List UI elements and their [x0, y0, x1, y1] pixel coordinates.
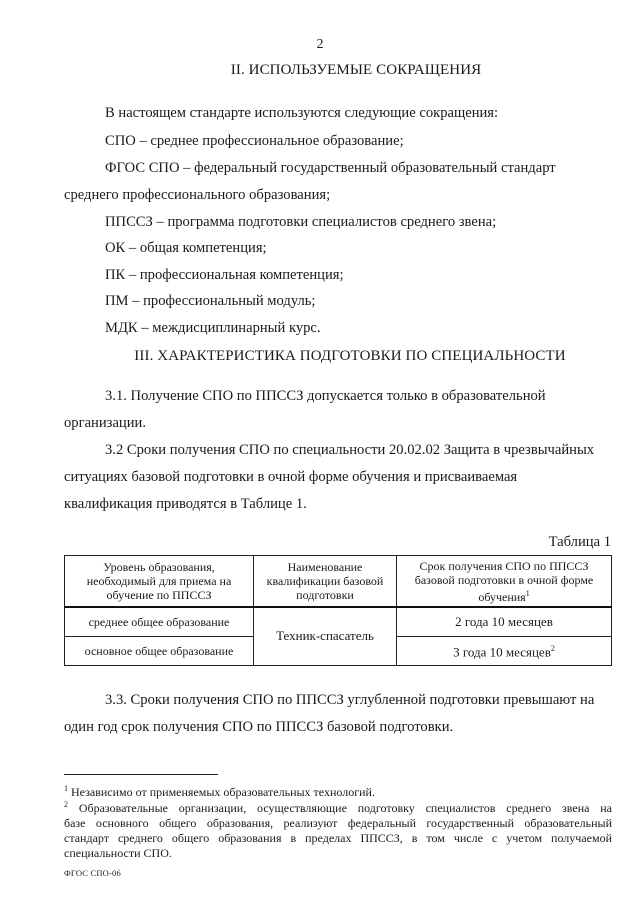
footnote-1-mark: 1 — [64, 784, 68, 793]
para-3-1-line1: 3.1. Получение СПО по ППССЗ допускается только в образовательной — [105, 388, 546, 404]
table-header-level: Уровень образования, необходимый для приема на обучение по ППССЗ — [65, 556, 254, 608]
table-caption: Таблица 1 — [548, 534, 611, 550]
table-header-row — [65, 556, 612, 608]
table-cell-level: среднее общее образование — [65, 607, 254, 636]
abbr-ok: ОК – общая компетенция; — [105, 240, 267, 256]
table-cell-level: основное общее образование — [65, 636, 254, 665]
table-header-term: Срок получения СПО по ППССЗ базовой подготовки в очной форме обучения$^1$ — [397, 556, 612, 608]
page-number: 2 — [316, 37, 324, 52]
para-3-2-line2: ситуациях базовой подготовки в очной форме обучения и присваиваемая — [64, 469, 518, 485]
footnote-2-line2: базе основного общего образования, реализуют федеральный государственный образовательный — [64, 816, 612, 830]
abbr-intro: В настоящем стандарте используются следующие сокращения: — [105, 105, 499, 121]
abbr-pm: ПМ – профессиональный модуль; — [105, 293, 316, 309]
table-1 — [64, 555, 612, 666]
table-cell-term: 3 года 10 месяцев$^2$ — [397, 636, 612, 665]
abbr-pk: ПК – профессиональная компетенция; — [105, 267, 344, 283]
abbr-ppssz: ППССЗ – программа подготовки специалистов среднего звена; — [105, 214, 497, 230]
para-3-3-line1: 3.3. Сроки получения СПО по ППССЗ углубленной подготовки превышают на — [105, 692, 595, 708]
section-3-heading: III. ХАРАКТЕРИСТИКА ПОДГОТОВКИ ПО СПЕЦИАЛЬНОСТИ — [134, 348, 566, 364]
footnote-separator — [64, 774, 218, 775]
section-2-heading: II. ИСПОЛЬЗУЕМЫЕ СОКРАЩЕНИЯ — [230, 62, 482, 78]
para-3-3-line2: один год срок получения СПО по ППССЗ базовой подготовки. — [64, 719, 454, 735]
para-3-2-line1: 3.2 Сроки получения СПО по специальности 20.02.02 Защита в чрезвычайных — [105, 442, 595, 458]
para-3-2-line3: квалификация приводятся в Таблице 1. — [64, 496, 307, 512]
table-row — [65, 607, 612, 636]
table-cell-term: 2 года 10 месяцев — [397, 607, 612, 636]
abbr-mdk: МДК – междисциплинарный курс. — [105, 320, 321, 336]
footnote-2-line4: специальности СПО. — [64, 846, 172, 860]
footnote-1-text: Независимо от применяемых образовательных технологий. — [71, 785, 375, 799]
abbr-fgos-line2: среднего профессионального образования; — [64, 187, 331, 203]
footnote-ref-1: 1 — [525, 588, 530, 598]
footnote-2-mark: 2 — [64, 800, 68, 809]
abbr-fgos-line1: ФГОС СПО – федеральный государственный образовательный стандарт — [105, 160, 556, 176]
footnote-2 — [64, 797, 612, 861]
para-3-1-line2: организации. — [64, 415, 146, 431]
table-cell-qualification: Техник-спасатель — [254, 607, 397, 665]
document-footer: ФГОС СПО-06 — [64, 868, 121, 878]
footnote-2-line3: стандарт среднего общего образования в пределах ППССЗ, в том числе с учетом получаемой — [64, 831, 612, 845]
footnote-2-line1: Образовательные организации, осуществляющие подготовку специалистов среднего звена на — [78, 801, 613, 815]
table-header-qualification: Наименование квалификации базовой подготовки — [254, 556, 397, 608]
footnote-ref-2: 2 — [550, 643, 555, 653]
abbr-spo: СПО – среднее профессиональное образование; — [105, 133, 404, 149]
